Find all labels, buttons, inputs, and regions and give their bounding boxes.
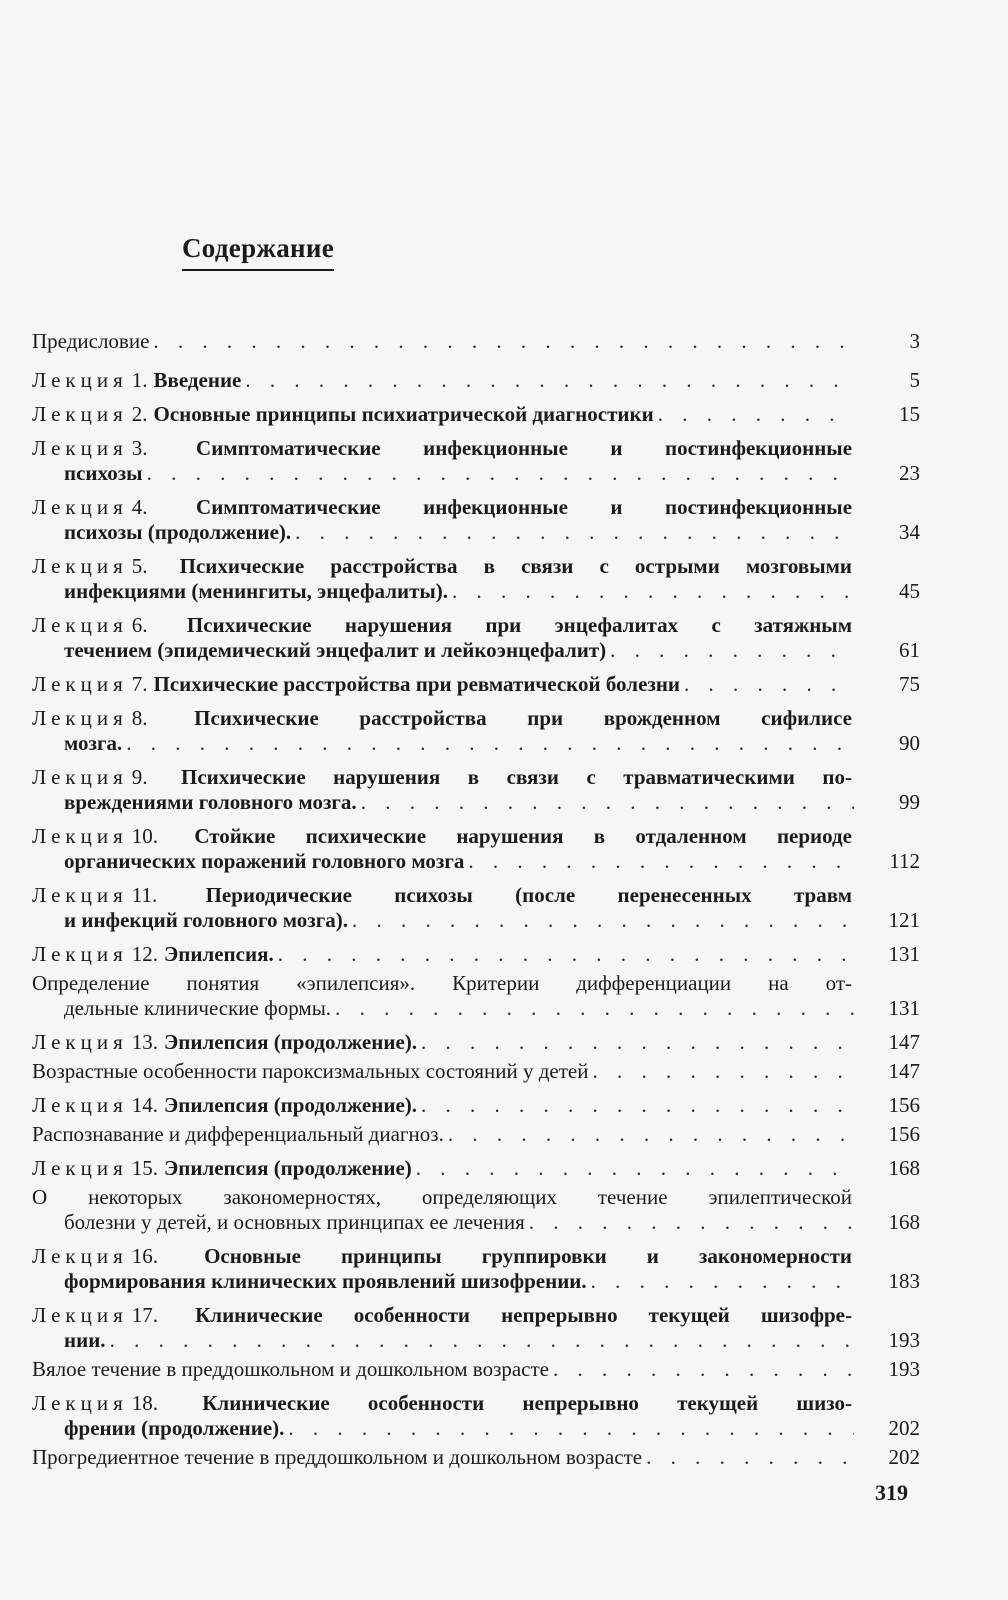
toc-text: френии (продолжение). bbox=[64, 1416, 285, 1440]
toc-entry bbox=[32, 1093, 920, 1118]
lecture-number: 9. bbox=[131, 765, 176, 789]
lecture-label: Лекция bbox=[32, 942, 128, 966]
dot-leader bbox=[610, 638, 854, 663]
toc-line bbox=[32, 706, 852, 731]
dot-leader bbox=[468, 849, 854, 874]
page-number: 319 bbox=[875, 1480, 908, 1505]
toc-text: дельные клинические формы. bbox=[64, 996, 332, 1020]
dot-leader bbox=[529, 1210, 854, 1235]
lecture-number: 18. bbox=[131, 1391, 197, 1415]
lecture-number: 8. bbox=[131, 706, 189, 730]
toc-text: мозга. bbox=[64, 731, 123, 755]
toc-page-number: 15 bbox=[899, 402, 920, 426]
toc-text: Симптоматические инфекционные и постинфекционные bbox=[196, 436, 852, 460]
toc-line bbox=[32, 495, 852, 520]
toc-text: вреждениями головного мозга. bbox=[64, 790, 357, 814]
toc-entry bbox=[32, 706, 920, 756]
dot-leader bbox=[452, 579, 854, 604]
toc-subentry bbox=[32, 1059, 920, 1084]
dot-leader bbox=[646, 1445, 854, 1470]
toc-entry bbox=[32, 1030, 920, 1055]
lecture-label: Лекция bbox=[32, 706, 128, 730]
toc-page-number: 147 bbox=[888, 1030, 920, 1054]
toc-text: формирования клинических проявлений шизофрении. bbox=[64, 1269, 587, 1293]
lecture-number: 11. bbox=[131, 883, 200, 907]
toc-line bbox=[32, 1030, 920, 1055]
dot-leader bbox=[153, 329, 854, 354]
toc-entry bbox=[32, 1391, 920, 1441]
dot-leader bbox=[416, 1156, 854, 1181]
toc-text: Возрастные особенности пароксизмальных состояний у детей bbox=[32, 1059, 589, 1083]
toc-page-number: 193 bbox=[888, 1357, 920, 1381]
toc-entry bbox=[32, 495, 920, 545]
toc-text: Стойкие психические нарушения в отдаленном периоде bbox=[194, 824, 852, 848]
toc-page-number: 131 bbox=[888, 942, 920, 966]
toc-line bbox=[32, 971, 852, 996]
toc-entry bbox=[32, 554, 920, 604]
toc-text: Эпилепсия (продолжение) bbox=[164, 1156, 412, 1180]
toc-subentry bbox=[32, 1122, 920, 1147]
toc-subentry bbox=[32, 1445, 920, 1470]
toc-subentry bbox=[32, 1185, 920, 1235]
toc-text: органических поражений головного мозга bbox=[64, 849, 465, 873]
toc-text: и инфекций головного мозга). bbox=[64, 908, 348, 932]
dot-leader bbox=[110, 1328, 854, 1353]
dot-leader bbox=[684, 672, 854, 697]
toc-subentry bbox=[32, 971, 920, 1021]
toc-line bbox=[32, 1122, 920, 1147]
toc-text: Клинические особенности непрерывно текущей шизофре- bbox=[195, 1303, 852, 1327]
lecture-number: 6. bbox=[131, 613, 181, 637]
toc-text: психозы (продолжение). bbox=[64, 520, 292, 544]
toc-text: Психические расстройства в связи с острыми мозговыми bbox=[179, 554, 852, 578]
toc-entry bbox=[32, 1156, 920, 1181]
dot-leader bbox=[591, 1269, 854, 1294]
toc-line bbox=[32, 790, 920, 815]
toc-entry bbox=[32, 436, 920, 486]
toc-line bbox=[32, 731, 920, 756]
toc-entry bbox=[32, 1244, 920, 1294]
dot-leader bbox=[352, 908, 854, 933]
lecture-label: Лекция bbox=[32, 613, 128, 637]
lecture-label: Лекция bbox=[32, 1156, 128, 1180]
dot-leader bbox=[278, 942, 854, 967]
toc-entry bbox=[32, 613, 920, 663]
lecture-label: Лекция bbox=[32, 1093, 128, 1117]
toc-line bbox=[32, 1445, 920, 1470]
toc-entry bbox=[32, 368, 920, 393]
lecture-label: Лекция bbox=[32, 672, 128, 696]
toc-line bbox=[32, 996, 920, 1021]
toc-line bbox=[32, 1059, 920, 1084]
lecture-label: Лекция bbox=[32, 824, 128, 848]
toc-line bbox=[32, 1185, 852, 1210]
toc-line bbox=[32, 765, 852, 790]
toc-entry bbox=[32, 1303, 920, 1353]
lecture-number: 2. bbox=[131, 402, 148, 426]
toc-text: Прогредиентное течение в преддошкольном и дошкольном возрасте bbox=[32, 1445, 643, 1469]
toc-text: Симптоматические инфекционные и постинфекционные bbox=[196, 495, 852, 519]
lecture-number: 4. bbox=[131, 495, 191, 519]
toc-page-number: 75 bbox=[899, 672, 920, 696]
toc-text: инфекциями (менингиты, энцефалиты). bbox=[64, 579, 449, 603]
toc-page-number: 23 bbox=[899, 461, 920, 485]
toc-text: Периодические психозы (после перенесенных травм bbox=[205, 883, 852, 907]
toc-line bbox=[32, 1156, 920, 1181]
toc-line bbox=[32, 1303, 852, 1328]
toc-line bbox=[32, 554, 852, 579]
toc-line bbox=[32, 849, 920, 874]
toc-text: Психические нарушения в связи с травматическими по- bbox=[181, 765, 852, 789]
lecture-label: Лекция bbox=[32, 436, 128, 460]
toc-page-number: 90 bbox=[899, 731, 920, 755]
lecture-number: 3. bbox=[131, 436, 191, 460]
lecture-label: Лекция bbox=[32, 883, 128, 907]
lecture-label: Лекция bbox=[32, 1303, 128, 1327]
lecture-number: 7. bbox=[131, 672, 148, 696]
toc-page-number: 202 bbox=[888, 1445, 920, 1469]
toc-text: Эпилепсия (продолжение). bbox=[164, 1093, 418, 1117]
lecture-number: 13. bbox=[131, 1030, 159, 1054]
dot-leader bbox=[295, 520, 854, 545]
toc-page-number: 156 bbox=[888, 1122, 920, 1146]
toc-text: Определение понятия «эпилепсия». Критерии дифференциации на от- bbox=[32, 971, 852, 995]
lecture-number: 15. bbox=[131, 1156, 159, 1180]
toc-text: Вялое течение в преддошкольном и дошкольном возрасте bbox=[32, 1357, 550, 1381]
toc-text: психозы bbox=[64, 461, 143, 485]
lecture-label: Лекция bbox=[32, 1391, 128, 1415]
toc-entry bbox=[32, 942, 920, 967]
toc-entry bbox=[32, 824, 920, 874]
toc-entry bbox=[32, 672, 920, 697]
toc-text: Психические расстройства при врожденном сифилисе bbox=[194, 706, 852, 730]
toc-page-number: 131 bbox=[888, 996, 920, 1020]
dot-leader bbox=[147, 461, 854, 486]
toc-page-number: 61 bbox=[899, 638, 920, 662]
lecture-label: Лекция bbox=[32, 495, 128, 519]
toc-line bbox=[32, 520, 920, 545]
toc-page-number: 202 bbox=[888, 1416, 920, 1440]
toc-page-number: 156 bbox=[888, 1093, 920, 1117]
toc-page-number: 121 bbox=[888, 908, 920, 932]
toc-line bbox=[32, 824, 852, 849]
toc-line bbox=[32, 1210, 920, 1235]
toc-line bbox=[32, 672, 920, 697]
dot-leader bbox=[288, 1416, 854, 1441]
dot-leader bbox=[553, 1357, 854, 1382]
toc-line bbox=[32, 1328, 920, 1353]
lecture-number: 16. bbox=[131, 1244, 199, 1268]
toc-line bbox=[32, 1269, 920, 1294]
toc-page-number: 147 bbox=[888, 1059, 920, 1083]
toc-text: Введение bbox=[153, 368, 242, 392]
toc-text: Основные принципы психиатрической диагностики bbox=[153, 402, 654, 426]
lecture-label: Лекция bbox=[32, 1244, 128, 1268]
dot-leader bbox=[335, 996, 854, 1021]
toc-entry bbox=[32, 883, 920, 933]
dot-leader bbox=[658, 402, 854, 427]
toc-entry bbox=[32, 329, 920, 354]
toc-line bbox=[32, 638, 920, 663]
toc-line bbox=[32, 613, 852, 638]
toc-line bbox=[32, 329, 920, 354]
toc-page-number: 99 bbox=[899, 790, 920, 814]
toc-page-number: 183 bbox=[888, 1269, 920, 1293]
toc-page-number: 3 bbox=[909, 329, 920, 353]
toc-text: Основные принципы группировки и закономерности bbox=[204, 1244, 852, 1268]
dot-leader bbox=[245, 368, 854, 393]
lecture-number: 5. bbox=[131, 554, 174, 578]
lecture-number: 10. bbox=[131, 824, 189, 848]
toc-line bbox=[32, 579, 920, 604]
toc-line bbox=[32, 942, 920, 967]
toc-line bbox=[32, 461, 920, 486]
toc-text: Эпилепсия (продолжение). bbox=[164, 1030, 418, 1054]
toc-text: Клинические особенности непрерывно текущей шизо- bbox=[202, 1391, 852, 1415]
toc-entry bbox=[32, 765, 920, 815]
toc-text: течением (эпидемический энцефалит и лейкоэнцефалит) bbox=[64, 638, 607, 662]
toc-text: Эпилепсия. bbox=[164, 942, 274, 966]
toc-line bbox=[32, 1244, 852, 1269]
toc-text: Психические нарушения при энцефалитах с затяжным bbox=[186, 613, 852, 637]
dot-leader bbox=[126, 731, 854, 756]
lecture-label: Лекция bbox=[32, 402, 128, 426]
toc-line bbox=[32, 1357, 920, 1382]
dot-leader bbox=[592, 1059, 854, 1084]
lecture-label: Лекция bbox=[32, 554, 128, 578]
toc-page-number: 193 bbox=[888, 1328, 920, 1352]
dot-leader bbox=[448, 1122, 854, 1147]
toc-text: О некоторых закономерностях, определяющих течение эпилептической bbox=[32, 1185, 852, 1209]
toc-text: Психические расстройства при ревматической болезни bbox=[153, 672, 681, 696]
toc-text: Распознавание и дифференциальный диагноз. bbox=[32, 1122, 444, 1146]
toc-page-number: 112 bbox=[889, 849, 920, 873]
toc-page-number: 168 bbox=[888, 1156, 920, 1180]
toc-line bbox=[32, 1416, 920, 1441]
toc-text: болезни у детей, и основных принципах ее лечения bbox=[64, 1210, 525, 1234]
toc-page-number: 168 bbox=[888, 1210, 920, 1234]
dot-leader bbox=[421, 1030, 854, 1055]
lecture-number: 17. bbox=[131, 1303, 190, 1327]
toc-line bbox=[32, 368, 920, 393]
toc-line bbox=[32, 1391, 852, 1416]
toc-page-number: 34 bbox=[899, 520, 920, 544]
toc-line bbox=[32, 436, 852, 461]
toc-entry bbox=[32, 402, 920, 427]
lecture-number: 14. bbox=[131, 1093, 159, 1117]
lecture-number: 1. bbox=[131, 368, 148, 392]
page-title: Содержание bbox=[182, 233, 334, 271]
lecture-label: Лекция bbox=[32, 765, 128, 789]
toc-line bbox=[32, 883, 852, 908]
dot-leader bbox=[361, 790, 854, 815]
toc-text: нии. bbox=[64, 1328, 106, 1352]
toc-line bbox=[32, 1093, 920, 1118]
toc-page-number: 45 bbox=[899, 579, 920, 603]
dot-leader bbox=[421, 1093, 854, 1118]
table-of-contents bbox=[32, 329, 920, 1470]
toc-line bbox=[32, 908, 920, 933]
toc-line bbox=[32, 402, 920, 427]
toc-page-number: 5 bbox=[909, 368, 920, 392]
lecture-number: 12. bbox=[131, 942, 159, 966]
lecture-label: Лекция bbox=[32, 368, 128, 392]
toc-text: Предисловие bbox=[32, 329, 150, 353]
toc-subentry bbox=[32, 1357, 920, 1382]
lecture-label: Лекция bbox=[32, 1030, 128, 1054]
